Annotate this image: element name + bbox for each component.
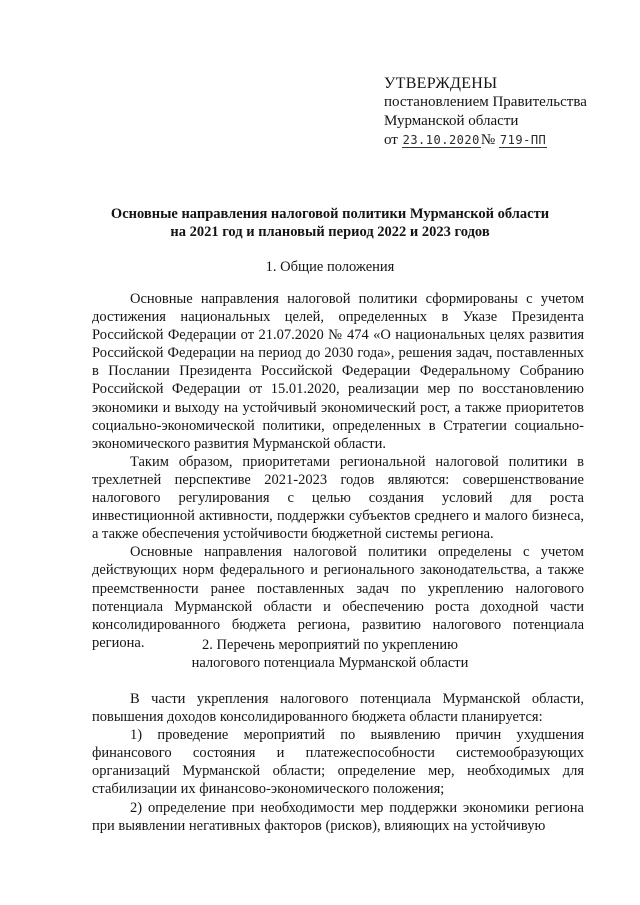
paragraph: В части укрепления налогового потенциала Мурманской области, повышения доходов консолидированного бюджета области планируется: (92, 691, 584, 726)
list-item: 2) определение при необходимости мер поддержки экономики региона при выявлении негативных факторов (рисков), влияющих на устойчивую (92, 799, 584, 834)
approval-line-1: постановлением Правительства (384, 94, 587, 110)
date-prefix: от (384, 132, 398, 148)
document-title (60, 205, 600, 241)
section-2-body (92, 690, 584, 835)
approval-stamp (384, 74, 587, 150)
section-1-body (92, 290, 584, 652)
number-prefix: № (480, 132, 496, 148)
title-line-2: на 2021 год и плановый период 2022 и 2023 годов (170, 224, 490, 240)
paragraph: Основные направления налоговой политики сформированы с учетом достижения национальных целей, определенных в Указе Президента Российской Федерации от 21.07.2020 № 474 «О национальных целях развития Российской Федерации на период до 2030 года», решения задач, поставленных в Послании Президента Российской Федерации Федеральному Собранию Российской Федерации от 15.01.2020, реализации мер по восстановлению экономики и выходу на устойчивый экономический рост, а также приоритетов социально-экономической политики, определенных в Стратегии социально-экономического развития Мурманской области. (92, 291, 584, 452)
paragraph: Основные направления налоговой политики определены с учетом действующих норм федерального и регионального законодательства, а также преемственности ранее поставленных задач по укреплению налогового потенциала Мурманской области и обеспечению роста доходной части консолидированного бюджета региона, развитию налогового потенциала региона. (92, 544, 584, 651)
approval-line-2: Мурманской области (384, 113, 519, 129)
section-2-heading-line-2: налогового потенциала Мурманской области (191, 655, 469, 671)
approval-heading: УТВЕРЖДЕНЫ (384, 75, 498, 92)
list-item: 1) проведение мероприятий по выявлению причин ухудшения финансового состояния и платежеспособности системообразующих организаций Мурманской области; определение мер, необходимых для стабилизации их финансово-экономического положения; (92, 727, 584, 798)
section-2-heading (60, 636, 600, 672)
section-2-heading-line-1: 2. Перечень мероприятий по укреплению (202, 637, 458, 653)
paragraph: Таким образом, приоритетами региональной налоговой политики в трехлетней перспективе 2021-2023 годов являются: совершенствование налогового регулирования с целью создания условий для роста инвестиционной активности, поддержки субъектов среднего и малого бизнеса, а также обеспечения устойчивости бюджетной системы региона. (92, 453, 584, 543)
title-line-1: Основные направления налоговой политики Мурманской области (110, 206, 550, 222)
section-1-heading: 1. Общие положения (265, 259, 395, 275)
handwritten-number: 719-ПП (499, 133, 547, 147)
approval-date-line (384, 131, 587, 150)
handwritten-date: 23.10.2020 (402, 133, 480, 147)
